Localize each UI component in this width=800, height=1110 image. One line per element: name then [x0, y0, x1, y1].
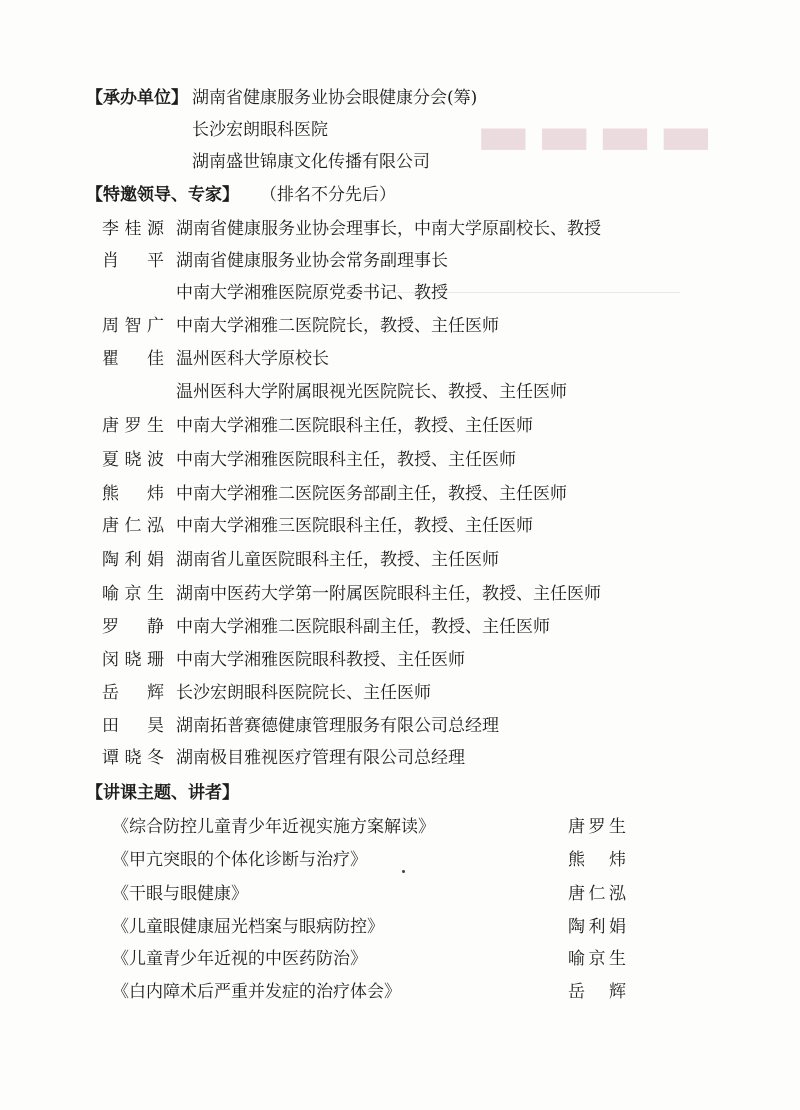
expert-name: 肖平	[102, 251, 164, 271]
lecture-speaker: 熊炜	[568, 850, 626, 870]
expert-name: 夏晓波	[102, 450, 164, 470]
expert-desc: 中南大学湘雅医院原党委书记、教授	[176, 283, 448, 303]
lecture-speaker: 唐仁泓	[568, 884, 626, 904]
experts-note: （排名不分先后）	[260, 185, 396, 205]
expert-desc: 中南大学湘雅二医院眼科主任，教授、主任医师	[176, 416, 533, 436]
lecture-title: 《干眼与眼健康》	[112, 884, 248, 904]
expert-desc: 中南大学湘雅医院眼科教授、主任医师	[176, 650, 465, 670]
expert-name: 谭晓冬	[102, 748, 164, 768]
expert-desc: 长沙宏朗眼科医院院长、主任医师	[176, 683, 431, 703]
lecture-speaker: 岳辉	[568, 982, 626, 1002]
lecture-title: 《儿童青少年近视的中医药防治》	[112, 949, 367, 969]
expert-desc: 湖南省健康服务业协会常务副理事长	[176, 251, 448, 271]
lecture-title: 《甲亢突眼的个体化诊断与治疗》	[112, 850, 367, 870]
expert-name: 田昊	[102, 716, 164, 736]
lecture-speaker: 喻京生	[568, 949, 626, 969]
expert-desc: 湖南省儿童医院眼科主任，教授、主任医师	[176, 550, 499, 570]
lecture-title: 《儿童眼健康屈光档案与眼病防控》	[112, 917, 384, 937]
experts-heading: 【特邀领导、专家】	[86, 185, 239, 205]
expert-desc: 温州医科大学附属眼视光医院院长、教授、主任医师	[176, 382, 567, 402]
expert-desc: 湖南省健康服务业协会理事长，中南大学原副校长、教授	[176, 219, 601, 239]
expert-desc: 湖南拓普赛德健康管理服务有限公司总经理	[176, 716, 499, 736]
expert-desc: 中南大学湘雅三医院眼科主任，教授、主任医师	[176, 516, 533, 536]
organizer-line: 湖南盛世锦康文化传播有限公司	[192, 152, 430, 172]
expert-name: 闵晓珊	[102, 650, 164, 670]
expert-desc: 中南大学湘雅二医院院长，教授、主任医师	[176, 316, 499, 336]
expert-desc: 湖南极目雅视医疗管理有限公司总经理	[176, 748, 465, 768]
expert-name: 喻京生	[102, 584, 164, 604]
lecture-title: 《白内障术后严重并发症的治疗体会》	[112, 982, 401, 1002]
expert-desc: 中南大学湘雅医院眼科主任，教授、主任医师	[176, 450, 516, 470]
expert-desc: 温州医科大学原校长	[176, 349, 329, 369]
expert-name: 熊炜	[102, 484, 164, 504]
stray-ink-dot	[402, 870, 405, 873]
expert-name: 李桂源	[102, 219, 164, 239]
expert-name: 陶利娟	[102, 550, 164, 570]
expert-name: 罗静	[102, 617, 164, 637]
expert-name: 唐仁泓	[102, 516, 164, 536]
lectures-heading: 【讲课主题、讲者】	[86, 783, 239, 803]
organizer-line: 长沙宏朗眼科医院	[192, 120, 328, 140]
expert-desc: 中南大学湘雅二医院眼科副主任，教授、主任医师	[176, 617, 550, 637]
expert-desc: 湖南中医药大学第一附属医院眼科主任，教授、主任医师	[176, 584, 601, 604]
expert-name: 唐罗生	[102, 416, 164, 436]
expert-desc: 中南大学湘雅二医院医务部副主任，教授、主任医师	[176, 484, 567, 504]
lecture-title: 《综合防控儿童青少年近视实施方案解读》	[112, 817, 435, 837]
expert-name: 周智广	[102, 316, 164, 336]
expert-name: 岳辉	[102, 683, 164, 703]
organizers-heading: 【承办单位】	[86, 88, 188, 108]
reverse-side-bleed: ▬▬▬▬	[470, 110, 714, 178]
lecture-speaker: 唐罗生	[568, 817, 626, 837]
lecture-speaker: 陶利娟	[568, 917, 626, 937]
organizer-line: 湖南省健康服务业协会眼健康分会(筹)	[192, 88, 478, 108]
expert-name: 瞿佳	[102, 349, 164, 369]
